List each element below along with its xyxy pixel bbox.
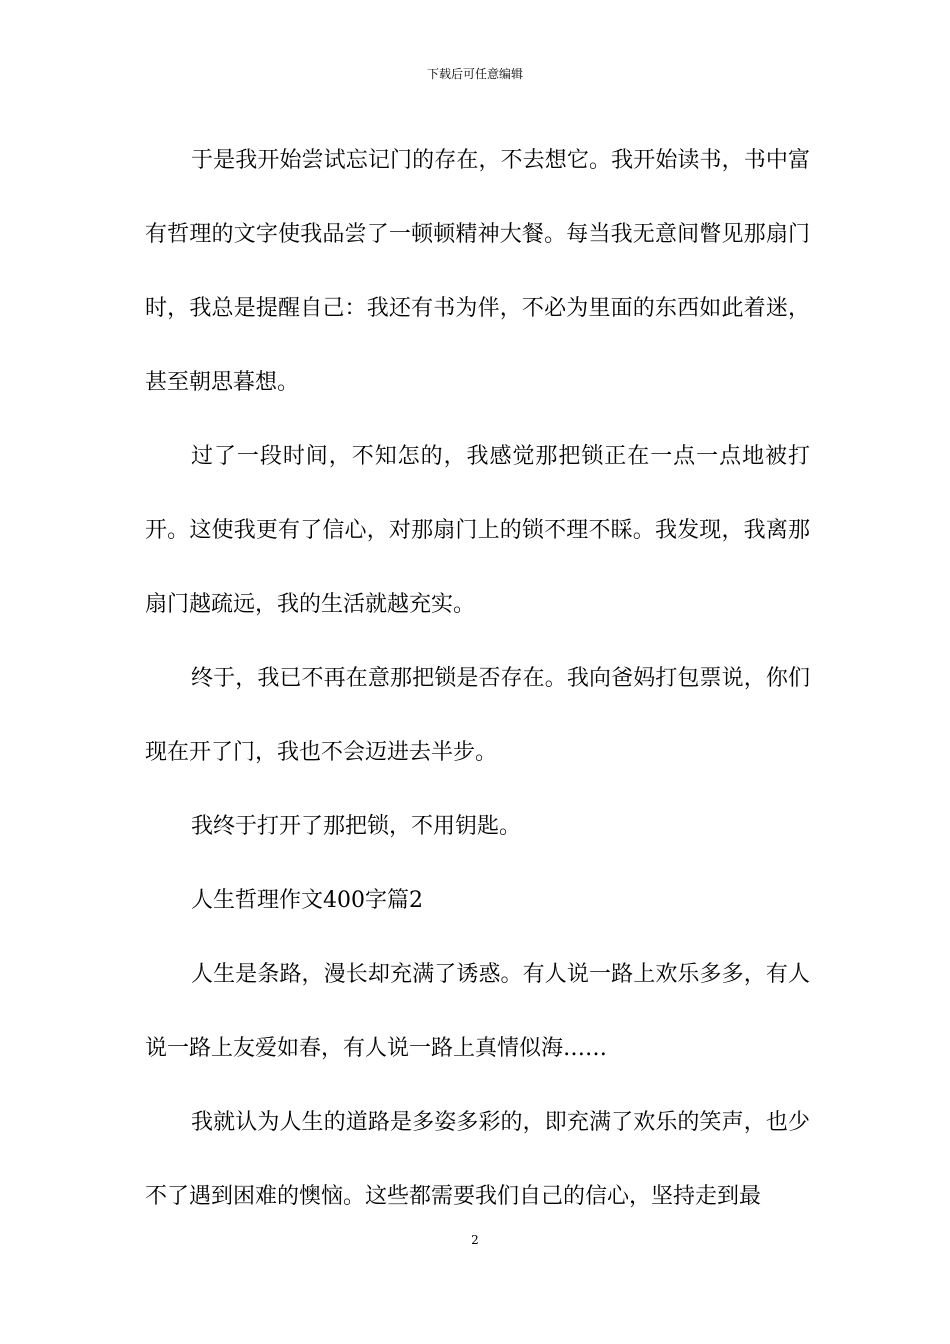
page-header: 下载后可任意编辑 bbox=[426, 67, 523, 81]
paragraph: 过了一段时间，不知怎的，我感觉那把锁正在一点一点地被打开。这使我更有了信心，对那扇门上的锁不理不睬。我发现，我离那扇门越疏远，我的生活就越充实。 bbox=[145, 444, 810, 617]
section-heading: 人生哲理作文400字篇2 bbox=[191, 888, 423, 913]
paragraph: 于是我开始尝试忘记门的存在，不去想它。我开始读书，书中富有哲理的文字使我品尝了一顿顿精神大餐。每当我无意间瞥见那扇门时，我总是提醒自己：我还有书为伴，不必为里面的东西如此着迷，甚至朝思暮想。 bbox=[145, 148, 810, 395]
paragraph: 终于，我已不再在意那把锁是否存在。我向爸妈打包票说，你们现在开了门，我也不会迈进去半步。 bbox=[145, 666, 810, 765]
paragraph: 我终于打开了那把锁，不用钥匙。 bbox=[191, 814, 522, 839]
page-number: 2 bbox=[471, 1233, 479, 1247]
paragraph: 我就认为人生的道路是多姿多彩的，即充满了欢乐的笑声，也少不了遇到困难的懊恼。这些都需要我们自己的信心，坚持走到最 bbox=[145, 1110, 810, 1209]
paragraph: 人生是条路，漫长却充满了诱惑。有人说一路上欢乐多多，有人说一路上友爱如春，有人说一路上真情似海…… bbox=[145, 962, 810, 1061]
document-body bbox=[145, 124, 810, 1234]
